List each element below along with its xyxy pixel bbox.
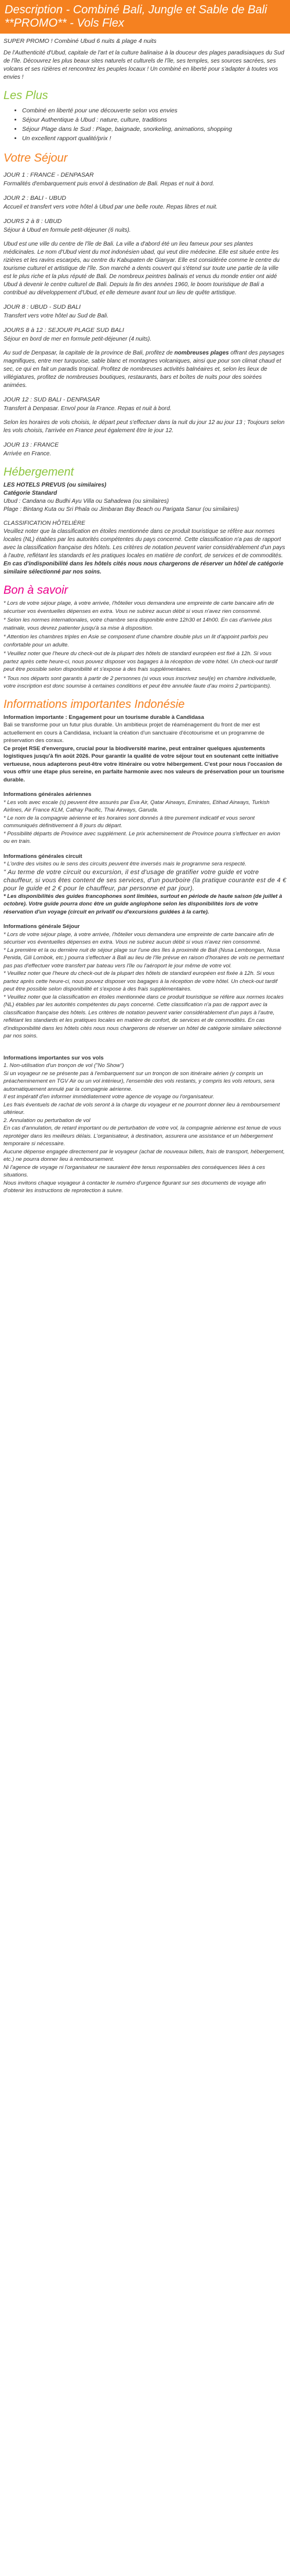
note-item: * Veuillez noter que l'heure du check-out de la plupart des hôtels de standard européen est fixé à 12h. Si vous partez après cette heure-ci, nous pouvez disposer vos bagages à la réception de votre hôtel. Un check-out tardif peut être possible selon disponibilité et s'expose à des frais supplémentaires. — [3, 651, 278, 673]
circ-guides: * Les disponibilités des guides francophones sont limitées, surtout en période de haute saison (de juillet à octobre). Votre guide pourra donc être un guide anglophone selon les disponibilités lors de votre réservation d'un voyage (circuit en privatif ou d'excursions guidées à la carte). — [3, 893, 282, 915]
section-title-informations: Informations importantes Indonésie — [3, 697, 185, 711]
sud-description — [3, 349, 287, 390]
sej-line: * Veuillez noter que la classification en étoiles mentionnée dans ce produit touristique se réfère aux normes locales (NL) établies par les autorités compétentes du pays concerné. Cette classification n'a pas de rapport avec la classification française des hôtels. Les critères de notation peuvent varier considérablement d'un pays à l'autre, reflétant les standards et les pratiques locales en matière de confort, de services et de commodités. En cas d'indisponibilité dans les hôtels cités nous nous chargerons de réserver un hôtel de catégorie similaire sélectionné par nos soins. — [3, 993, 284, 1039]
infos-intro-title: Information importante : Engagement pour un tourisme durable à Candidasa — [3, 714, 204, 721]
day-body: Transfert à Denpasar. Envol pour la France. Repas et nuit à bord. — [3, 405, 172, 412]
hotels-plage: Plage : Bintang Kuta ou Sri Phala ou Jimbaran Bay Beach ou Parigata Sanur (ou similaires) — [3, 506, 239, 513]
spacer — [3, 846, 287, 853]
vol-title: Informations importantes sur vos vols — [3, 1054, 104, 1061]
gen-line: * Le nom de la compagnie aérienne et les horaires sont donnés à titre purement indicatif et vous seront communiqués définitivement à 8 jours du départ. — [3, 814, 255, 829]
vol-line: 1. Non-utilisation d'un tronçon de vol ("No Show") — [3, 1062, 124, 1069]
classification-text: Veuillez noter que la classification en étoiles mentionnée dans ce produit touristique se réfère aux normes locales (NL) établies par les autorités compétentes du pays concerné. Cette classification n'a pas de rapport avec la classification française des hôtels. Les critères de notation peuvent varier considérablement d'un pays à l'autre, reflétant les standards et les pratiques locales en matière de confort, de services et de commodités. — [3, 528, 285, 559]
infos-intro-text2: Ce projet RSE d'envergure, crucial pour la biodiversité marine, peut entraîner quelques ajustements logistiques jusqu'à fin août 2026. Pour garantir la qualité de votre séjour tout en soutenant cette initiative vertueuse, nous adapterons peut-être votre itinéraire ou votre hébergement. C'est pour nous l'occasion de vous offrir une étape plus sereine, en parfaite harmonie avec nos valeurs de préservation pour un tourisme durable. — [3, 745, 285, 783]
gen-line: * Les vols avec escale (s) peuvent être assurés par Eva Air, Qatar Airways, Emirates, Etihad Airways, Turkish Airlines, Air France KLM, Cathay Pacific, Thai Airways, Garuda. — [3, 799, 270, 813]
sej-title: Informations générale Séjour — [3, 923, 80, 930]
day-heading: JOUR 8 : UBUD - SUD BALI — [3, 304, 81, 310]
gen-line: * Possibilité départs de Province avec supplément. Le prix acheminement de Province pourra s'effectuer en avion ou en train. — [3, 830, 281, 845]
vol-line: Aucune dépense engagée directement par le voyageur (achat de nouveaux billets, frais de transport, hébergement, etc.) ne pourra donner lieu à remboursement. — [3, 1148, 285, 1163]
plus-list — [3, 106, 287, 143]
section-title-bon-a-savoir: Bon à savoir — [3, 584, 68, 597]
sej-line: * Lors de votre séjour plage, à votre arrivée, l'hôtelier vous demandera une empreinte de carte bancaire afin de sécuriser vos éventuelles dépenses en extra. Vous ne subirez aucun débit si vous n'avez rien consommé. — [3, 931, 274, 945]
sud-text-post: offrant des paysages magnifiques, entre mer turquoise, sable blanc et montagnes volcaniques, ainsi que pour son climat chaud et sec, ce qui en fait un paradis tropical. Profitez de nombreuses activités balnéaires et, selon les lieux de villégiatures, profitez de nombreuses boutiques, restaurants, bars et boîtes de nuits pour des soirées animées. — [3, 350, 285, 389]
vol-line: Il est impératif d'en informer immédiatement votre agence de voyage ou l'organisateur. — [3, 1094, 215, 1100]
classification-title: CLASSIFICATION HÔTELIÈRE — [3, 520, 85, 527]
note-item: * Lors de votre séjour plage, à votre arrivée, l'hôtelier vous demandera une empreinte de carte bancaire afin de sécuriser vos éventuelles dépenses en extra. Vous ne subirez aucun débit si vous n'avez rien consommé. — [3, 600, 274, 615]
classification-note: En cas d'indisponibilité dans les hôtels cités nous nous chargerons de réserver un hôtel de catégorie similaire sélectionné par nos soins. — [3, 561, 284, 575]
day-body: Transfert vers votre hôtel au Sud de Bali. — [3, 313, 109, 319]
spacer — [3, 784, 287, 791]
vol-line: En cas d'annulation, de retard important ou de perturbation de votre vol, la compagnie aérienne est tenue de vous reprotéger dans les meilleurs délais. L'organisateur, à destination, assurera une assistance et un hébergement temporaire si nécessaire. — [3, 1125, 281, 1147]
day-body: Arrivée en France. — [3, 451, 52, 457]
infos-block — [3, 714, 287, 1195]
circ-title: Informations générales circuit — [3, 853, 82, 860]
section-title-hebergement: Hébergement — [3, 466, 74, 478]
hotels-ubud: Ubud : Candana ou Budhi Ayu Villa ou Sahadewa (ou similaires) — [3, 498, 169, 505]
day-body: Séjour en bord de mer en formule petit-déjeuner (4 nuits). — [3, 336, 152, 342]
hotels-heading: LES HOTELS PREVUS (ou similaires) — [3, 482, 107, 488]
sej-line: * Veuillez noter que l'heure du check-out de la plupart des hôtels de standard européen est fixée à 12h. Si vous partez après cette heure-ci, nous pouvez disposer vos bagages à la réception de votre hôtel. Un check-out tardif peut être possible selon disponibilité et s'expose à des frais supplémentaires. — [3, 970, 278, 992]
sej-line: * La première et la ou dernière nuit de séjour plage sur l'une des îles à proximité de Bali (Nusa Lembongan, Nusa Penida, Gili Lombok, etc.) pourra s'effectuer à Bali au lieu de l'île prévue en raison d'horaires de vols ne permettant pas pas d'effectuer votre transfert par bateau vers l'île ou l'aéroport le jour même de votre vol. — [3, 947, 284, 969]
infos-intro-text: Bali se transforme pour un futur plus durable. Un ambitieux projet de réaménagement du front de mer est actuellement en cours à Candidasa, incluant la création d'un sanctuaire d'écotourisme et un programme de préservation des coraux. — [3, 722, 264, 744]
vol-line: Ni l'agence de voyage ni l'organisateur ne sauraient être tenus responsables des conséquences liées à ces situations. — [3, 1164, 265, 1178]
classification-block — [3, 520, 287, 576]
vol-line: Si un voyageur ne se présente pas à l'embarquement sur un tronçon de son itinéraire aérien (y compris un préacheminement en TGV Air ou un vol intérieur), l'ensemble des vols restants, y compris les vols retours, sera automatiquement annulé par la compagnie aérienne. — [3, 1070, 275, 1092]
spacer — [3, 916, 287, 923]
sud-text-bold: nombreuses plages — [174, 350, 229, 356]
day-body: Séjour à Ubud en formule petit-déjeuner (6 nuits). — [3, 227, 131, 233]
note-item: * Attention les chambres triples en Asie se composent d'une chambre double plus un lit d'appoint parfois peu confortable pour un adulte. — [3, 634, 269, 648]
page-title: Description - Combiné Bali, Jungle et Sable de Bali **PROMO** - Vols Flex — [0, 0, 290, 34]
day-heading: JOURS 8 à 12 : SEJOUR PLAGE SUD BALI — [3, 327, 124, 334]
vol-line: 2. Annulation ou perturbation de vol — [3, 1117, 90, 1124]
day-heading: JOUR 1 : FRANCE - DENPASAR — [3, 171, 94, 178]
list-item: • Un excellent rapport qualité/prix ! — [22, 134, 287, 143]
bon-a-savoir-notes — [3, 600, 287, 690]
day-body: Formalités d'embarquement puis envol à destination de Bali. Repas et nuit à bord. — [3, 181, 215, 187]
vols-note: Selon les horaires de vols choisis, le départ peut s'effectuer dans la nuit du jour 12 au jour 13 ; Toujours selon les vols choisis, l'arrivée en France peut également être le jour 12. — [3, 419, 285, 434]
spacer — [3, 1047, 287, 1054]
list-item: • Séjour Authentique à Ubud : nature, culture, traditions — [22, 115, 287, 125]
day-heading: JOUR 13 : FRANCE — [3, 441, 59, 448]
hotels-block — [3, 481, 287, 514]
intro-tagline: SUPER PROMO ! Combiné Ubud 6 nuits & plage 4 nuits — [3, 38, 157, 45]
circ-tip: " Au terme de votre circuit ou excursion, il est d'usage de gratifier votre guide et votre chauffeur, si vous êtes content de ses services, d'un pourboire (la pratique courante est de 4 € pour le guide et 2 € pour le chauffeur, par personne et par jour). — [3, 868, 287, 892]
section-title-sejour: Votre Séjour — [3, 152, 68, 165]
day-heading: JOUR 12 : SUD BALI - DENPASAR — [3, 396, 100, 403]
list-item: • Séjour Plage dans le Sud : Plage, baignade, snorkeling, animations, shopping — [22, 125, 287, 134]
list-item: • Combiné en liberté pour une découverte selon vos envies — [22, 106, 287, 115]
day-body: Accueil et transfert vers votre hôtel à Ubud par une belle route. Repas libres et nuit. — [3, 204, 218, 210]
spacer — [3, 1040, 287, 1047]
ubud-description: Ubud est une ville du centre de l'île de Bali. La ville a d'abord été un lieu fameux pour ses plantes médicinales. Le nom d'Ubud vient du mot indonésien ubad, qui veut dire médecine. Elle est située entre les rizières et les ravins escarpés, au centre du Kabupaten de Gianyar. Elle est considérée comme le centre du tourisme culturel et artistique de l'île. Son marché a dents couvert qui s'étend sur toute une partie de la ville est le plus riche et la plus réputé de Bali. De nombreux peintres balinais et venus du monde entier ont aidé Ubud à devenir le centre culturel de Bali. Depuis la fin des années 1960, le boom touristique de Bali a contribué au développement d'Ubud, et elle demeure avant tout un lieu de quête artistique. — [3, 241, 280, 296]
section-title-plus: Les Plus — [3, 89, 48, 102]
hotels-category: Catégorie Standard — [3, 490, 57, 496]
day-heading: JOURS 2 à 8 : UBUD — [3, 218, 62, 225]
gen-title: Informations générales aériennes — [3, 791, 92, 798]
circ-line: * L'ordre des visites ou le sens des circuits peuvent être inversés mais le programme sera respecté. — [3, 861, 246, 867]
main-content — [0, 34, 290, 1195]
vol-line: Nous invitons chaque voyageur à contacter le numéro d'urgence figurant sur ses documents de voyage afin d'obtenir les instructions de reprotection à suivre. — [3, 1179, 266, 1194]
sud-text-pre: Au sud de Denpasar, la capitale de la province de Bali, profitez de — [3, 350, 175, 356]
vol-line: Les frais éventuels de rachat de vols seront à la charge du voyageur et ne pourront donner lieu à remboursement ultérieur. — [3, 1101, 280, 1116]
day-heading: JOUR 2 : BALI - UBUD — [3, 195, 66, 202]
note-item: * Tous nos départs sont garantis à partir de 2 personnes (si vous vous inscrivez seul(e) en chambre individuelle, votre inscription est donc soumise à certaines conditions et peut être annulée faute d'au moins 2 participants). — [3, 675, 277, 689]
note-item: * Selon les normes internationales, votre chambre sera disponible entre 12h30 et 14h00. En cas d'arrivée plus matinale, vous devrez patienter jusqu'à sa mise à disposition. — [3, 617, 272, 631]
intro-description: De l'Authenticité d'Ubud, capitale de l'art et la culture balinaise à la douceur des plages paradisiaques du Sud de l'île. Découvrez les plus beaux sites naturels et culturels de l'île, ses temples, ses sources sacrées, ses volcans et ses rizières et rencontrez les peuples locaux ! Un combiné en liberté pour s'adapter à toutes vos envies ! — [3, 50, 284, 81]
